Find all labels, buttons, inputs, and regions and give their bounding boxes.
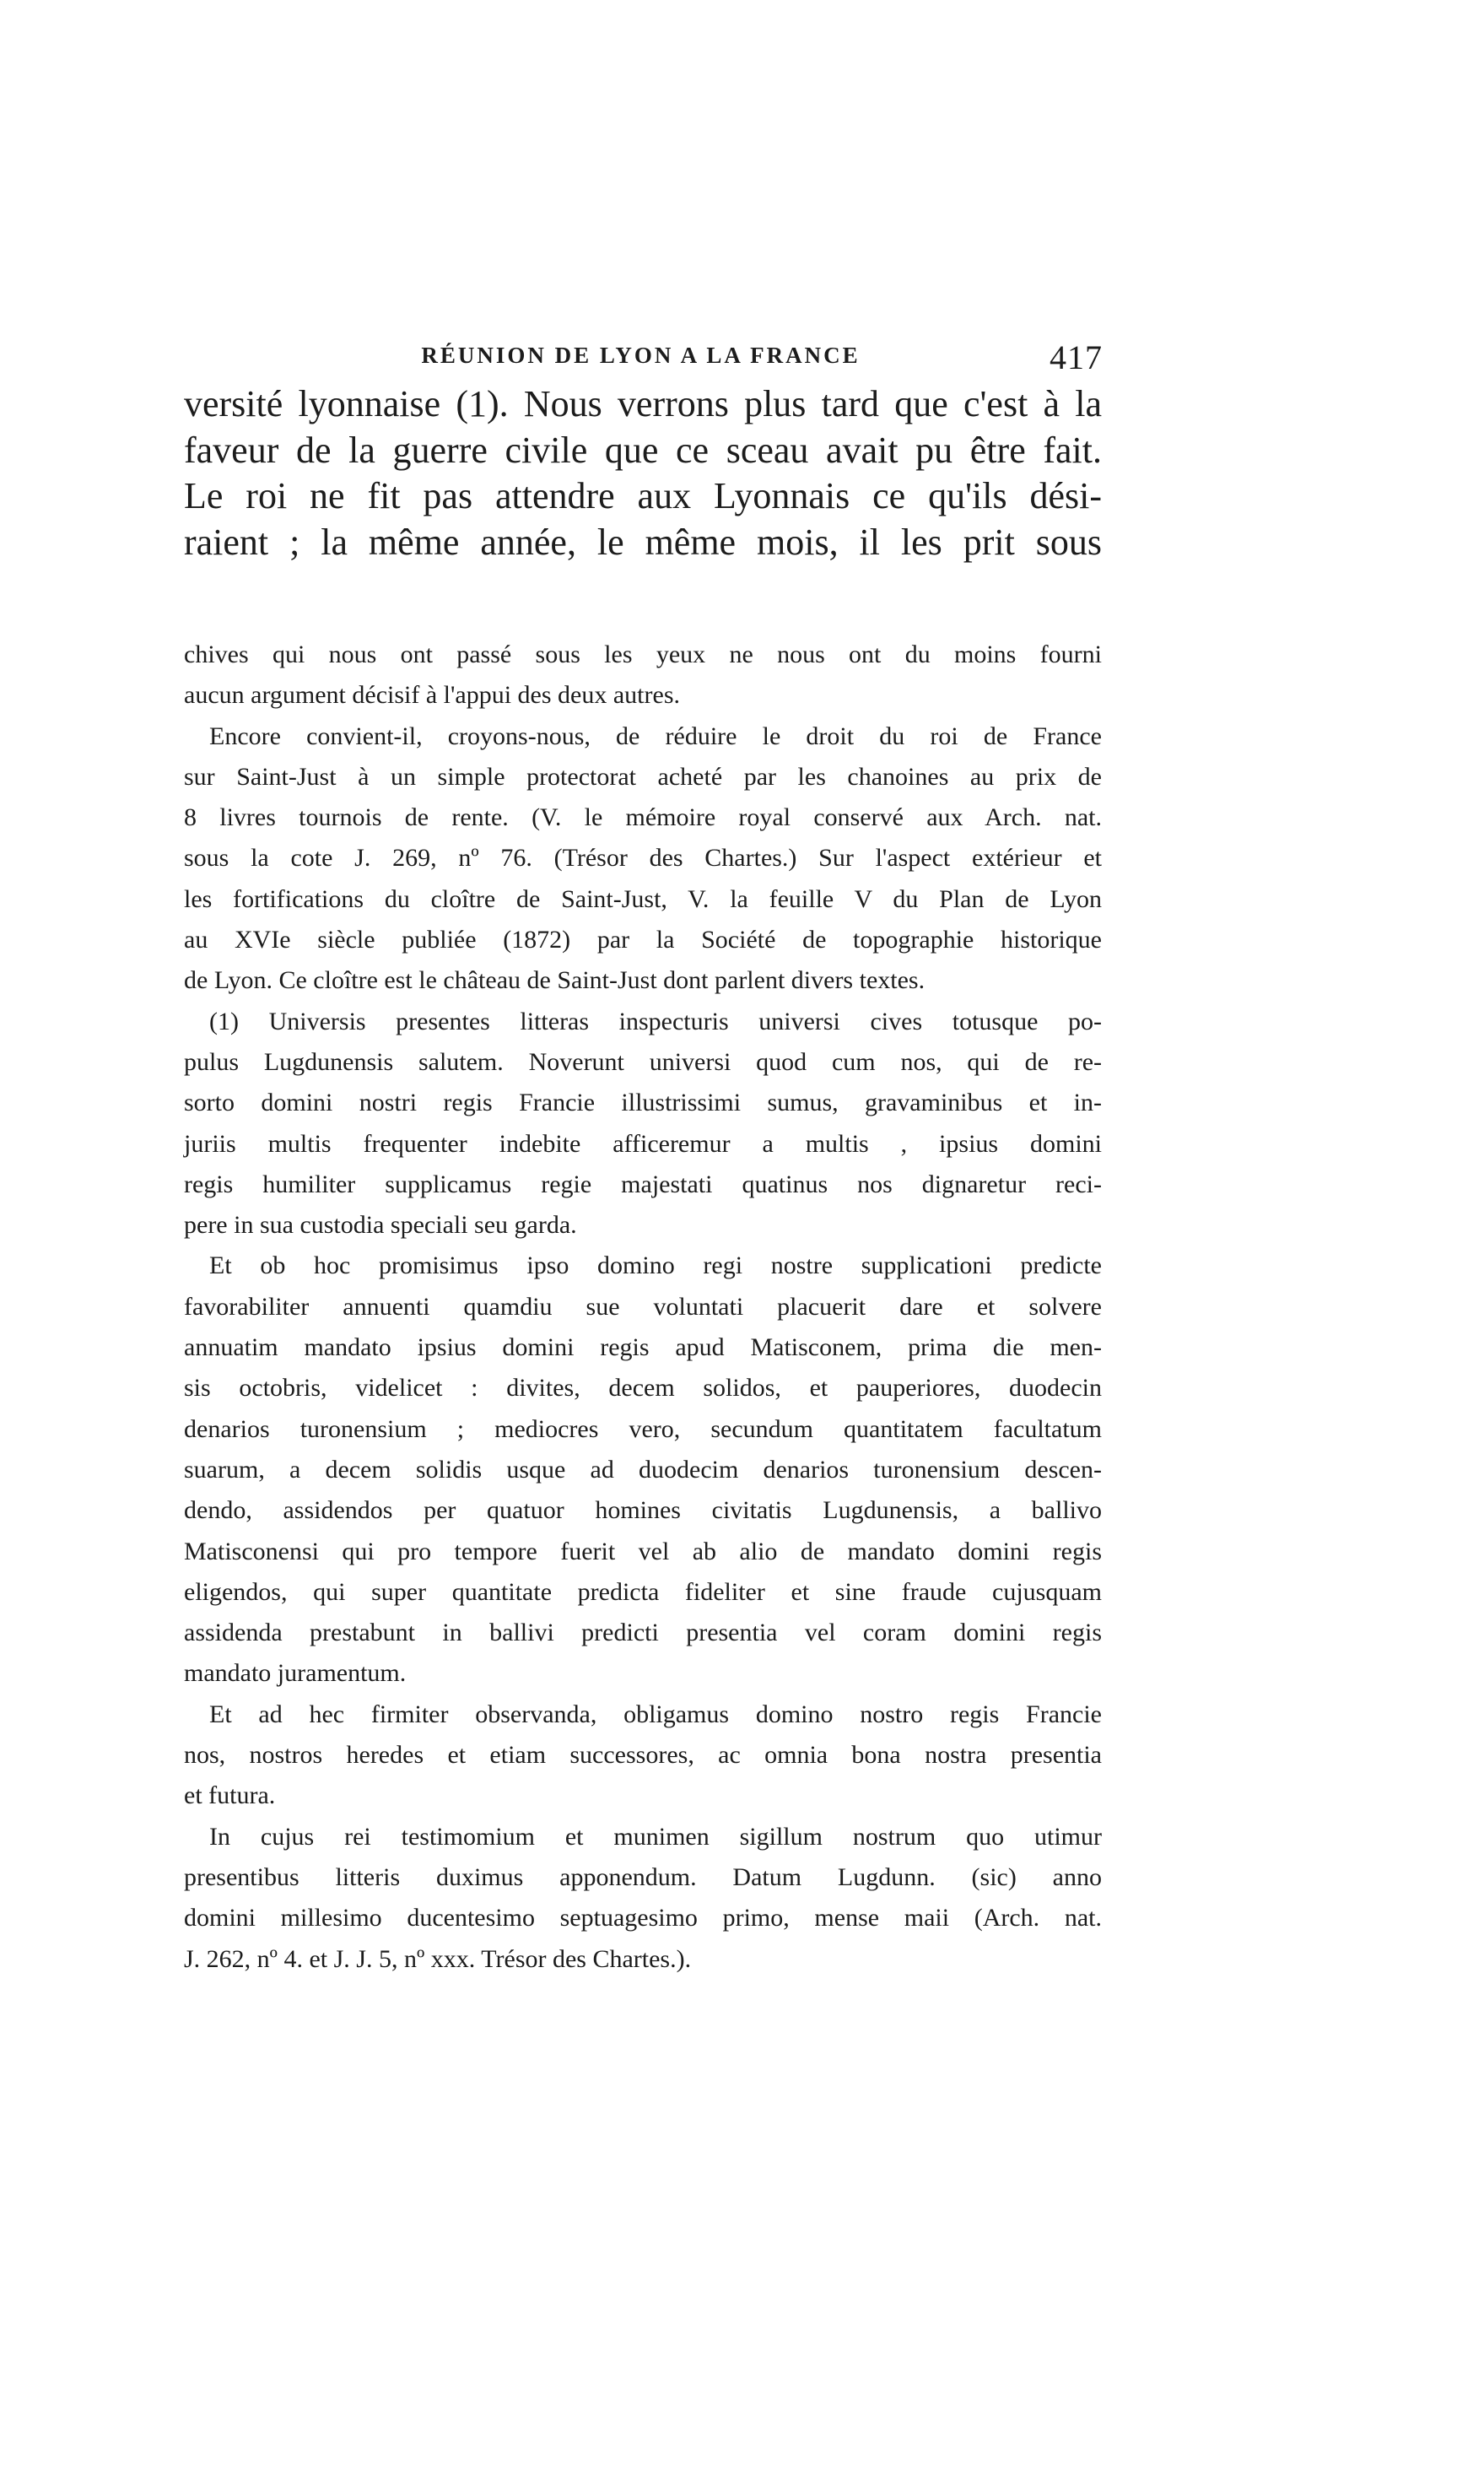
running-head: [179, 338, 1103, 378]
footnote-line: Et ad hec firmiter observanda, obligamus domino nostro regis Francie: [209, 1700, 1102, 1728]
main-line: raient ; la même année, le même mois, il les prit sous: [184, 521, 1102, 563]
footnote-line: sis octobris, videlicet : divites, decem solidos, et pauperiores, duodecin: [184, 1374, 1102, 1403]
footnote-line: au XVIe siècle publiée (1872) par la Société de topographie historique: [184, 926, 1102, 954]
footnote-line: domini millesimo ducentesimo septuagesimo primo, mense maii (Arch. nat.: [184, 1904, 1102, 1932]
footnote-paragraph: [184, 635, 1102, 716]
footnote-line: regis humiliter supplicamus regie majestati quatinus nos dignaretur reci-: [184, 1170, 1102, 1198]
footnote-line: Matisconensi qui pro tempore fuerit vel ab alio de mandato domini regis: [184, 1537, 1102, 1565]
footnote-line: Et ob hoc promisimus ipso domino regi nostre supplicationi predicte: [209, 1251, 1102, 1280]
footnote-line: nos, nostros heredes et etiam successores, ac omnia bona nostra presentia: [184, 1741, 1102, 1770]
footnote-line: 8 livres tournois de rente. (V. le mémoire royal conservé aux Arch. nat.: [184, 803, 1102, 832]
footnote-paragraph: [184, 1817, 1102, 1980]
footnote-line: juriis multis frequenter indebite afficeremur a multis , ipsius domini: [184, 1129, 1102, 1158]
footnote-line: (1) Universis presentes litteras inspecturis universi cives totusque po-: [209, 1007, 1102, 1035]
footnote-paragraph: [184, 1246, 1102, 1694]
footnote-line: annuatim mandato ipsius domini regis apud Matisconem, prima die men-: [184, 1333, 1102, 1362]
main-line: Le roi ne fit pas attendre aux Lyonnais ce qu'ils dési-: [184, 475, 1102, 516]
footnote-line: aucun argument décisif à l'appui des deux autres.: [184, 681, 680, 710]
footnote-line: Encore convient-il, croyons-nous, de réduire le droit du roi de France: [209, 722, 1102, 750]
main-line: versité lyonnaise (1). Nous verrons plus tard que c'est à la: [184, 383, 1102, 424]
footnote-line: de Lyon. Ce cloître est le château de Saint-Just dont parlent divers textes.: [184, 966, 925, 995]
footnote-line: denarios turonensium ; mediocres vero, secundum quantitatem facultatum: [184, 1414, 1102, 1443]
footnote-line: eligendos, qui super quantitate predicta fideliter et sine fraude cujusquam: [184, 1577, 1102, 1606]
footnote-line: sous la cote J. 269, nº 76. (Trésor des Chartes.) Sur l'aspect extérieur et: [184, 844, 1102, 873]
footnote-line: In cujus rei testimomium et munimen sigillum nostrum quo utimur: [209, 1822, 1102, 1851]
footnote-line: pulus Lugdunensis salutem. Noverunt universi quod cum nos, qui de re-: [184, 1047, 1102, 1076]
footnote-line: presentibus litteris duximus apponendum. Datum Lugdunn. (sic) anno: [184, 1862, 1102, 1891]
footnote-line: J. 262, nº 4. et J. J. 5, nº xxx. Trésor des Chartes.).: [184, 1944, 692, 1973]
footnote-line: chives qui nous ont passé sous les yeux ne nous ont du moins fourni: [184, 641, 1102, 668]
footnote-line: pere in sua custodia speciali seu garda.: [184, 1211, 577, 1240]
main-line: faveur de la guerre civile que ce sceau avait pu être fait.: [184, 429, 1102, 471]
main-text: [184, 381, 1102, 565]
footnote-line: assidenda prestabunt in ballivi predicti presentia vel coram domini regis: [184, 1619, 1102, 1647]
footnote-line: sur Saint-Just à un simple protectorat acheté par les chanoines au prix de: [184, 762, 1102, 791]
footnote-paragraph: [184, 1695, 1102, 1817]
running-title: RÉUNION DE LYON A LA FRANCE: [421, 343, 861, 368]
footnote-line: favorabiliter annuenti quamdiu sue voluntati placuerit dare et solvere: [184, 1292, 1102, 1321]
footnote-paragraph: [184, 716, 1102, 1002]
footnote-line: mandato juramentum.: [184, 1659, 407, 1688]
footnote-line: sorto domini nostri regis Francie illustrissimi sumus, gravaminibus et in-: [184, 1089, 1102, 1117]
footnote-paragraph: [184, 1002, 1102, 1246]
footnote-line: suarum, a decem solidis usque ad duodecim denarios turonensium descen-: [184, 1455, 1102, 1484]
footnotes: [184, 635, 1102, 1980]
page-number: 417: [1050, 338, 1103, 376]
footnote-line: et futura.: [184, 1781, 276, 1810]
footnote-line: les fortifications du cloître de Saint-Just, V. la feuille V du Plan de Lyon: [184, 884, 1102, 913]
footnote-line: dendo, assidendos per quatuor homines civitatis Lugdunensis, a ballivo: [184, 1496, 1102, 1525]
